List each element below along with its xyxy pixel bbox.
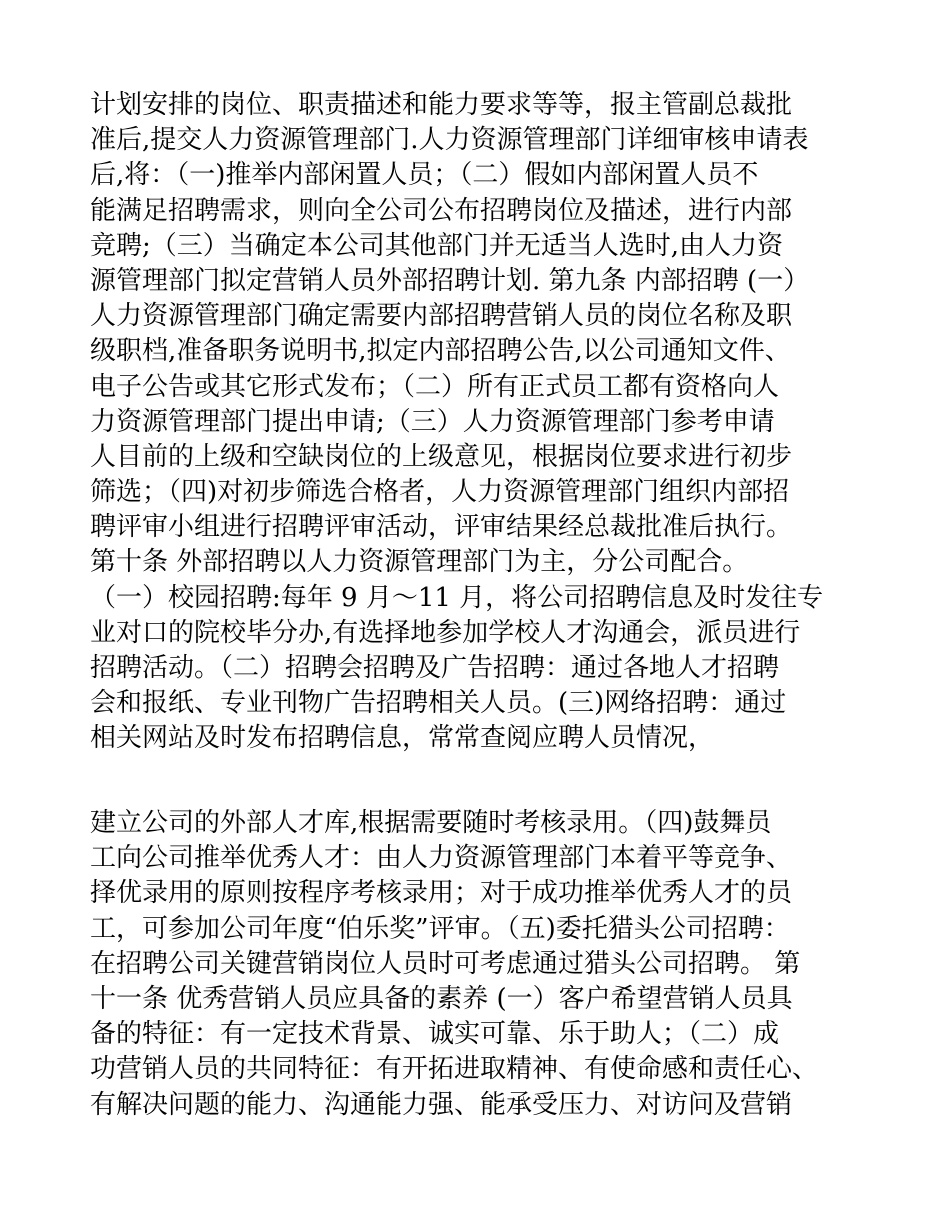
text-line: 人目前的上级和空缺岗位的上级意见，根据岗位要求进行初步 [90,441,793,472]
text-line: 电子公告或其它形式发布；（二）所有正式员工都有资格向人 [90,371,780,402]
text-line: 后,将：（一)推举内部闲置人员；（二）假如内部闲置人员不 [90,160,759,191]
text-line: 计划安排的岗位、职责描述和能力要求等等，报主管副总裁批 [90,90,793,120]
text-line: 第十条 外部招聘以人力资源管理部门为主，分公司配合。 [90,547,749,578]
text-line: 级职档,准备职务说明书,拟定内部招聘公告,以公司通知文件、 [90,336,791,367]
text-line: 十一条 优秀营销人员应具备的素养 (一）客户希望营销人员具 [90,983,793,1014]
text-line: 人力资源管理部门确定需要内部招聘营销人员的岗位名称及职 [90,301,793,332]
text-line: 工，可参加公司年度“伯乐奖”评审。（五)委托猎头公司招聘： [90,913,790,944]
paragraph-2 [90,806,865,1123]
text-line: 相关网站及时发布招聘信息，常常查阅应聘人员情况， [90,723,715,754]
text-line: 聘评审小组进行招聘评审活动，评审结果经总裁批准后执行。 [90,512,793,543]
text-line: 在招聘公司关键营销岗位人员时可考虑通过猎头公司招聘。 第 [90,948,801,979]
text-line: 会和报纸、专业刊物广告招聘相关人员。(三)网络招聘：通过 [90,688,787,719]
text-line: 备的特征：有一定技术背景、诚实可靠、乐于助人；（二）成 [90,1019,780,1050]
text-line: 有解决问题的能力、沟通能力强、能承受压力、对访问及营销 [90,1089,793,1120]
text-line: 竞聘;（三）当确定本公司其他部门并无适当人选时,由人力资 [90,230,784,261]
text-line: 业对口的院校毕分办,有选择地参加学校人才沟通会，派员进行 [90,617,801,648]
text-line: 功营销人员的共同特征：有开拓进取精神、有使命感和责任心、 [90,1054,819,1085]
text-line: 能满足招聘需求，则向全公司公布招聘岗位及描述，进行内部 [90,195,793,226]
text-line: 择优录用的原则按程序考核录用；对于成功推举优秀人才的员 [90,878,793,909]
paragraph-1 [90,88,865,757]
text-line: （一）校园招聘:每年 9 月～11 月，将公司招聘信息及时发往专 [90,582,824,613]
text-line: 力资源管理部门提出申请;（三）人力资源管理部门参考申请 [90,406,775,437]
text-line: 源管理部门拟定营销人员外部招聘计划. 第九条 内部招聘 (一） [90,265,810,296]
text-line: 工向公司推举优秀人才：由人力资源管理部门本着平等竞争、 [90,843,793,874]
text-line: 招聘活动。（二）招聘会招聘及广告招聘：通过各地人才招聘 [90,653,780,683]
text-line: 准后,提交人力资源管理部门.人力资源管理部门详细审核申请表 [90,125,809,156]
text-line: 建立公司的外部人才库,根据需要随时考核录用。（四)鼓舞员 [90,808,772,838]
text-line: 筛选；（四)对初步筛选合格者，人力资源管理部门组织内部招 [90,477,790,508]
